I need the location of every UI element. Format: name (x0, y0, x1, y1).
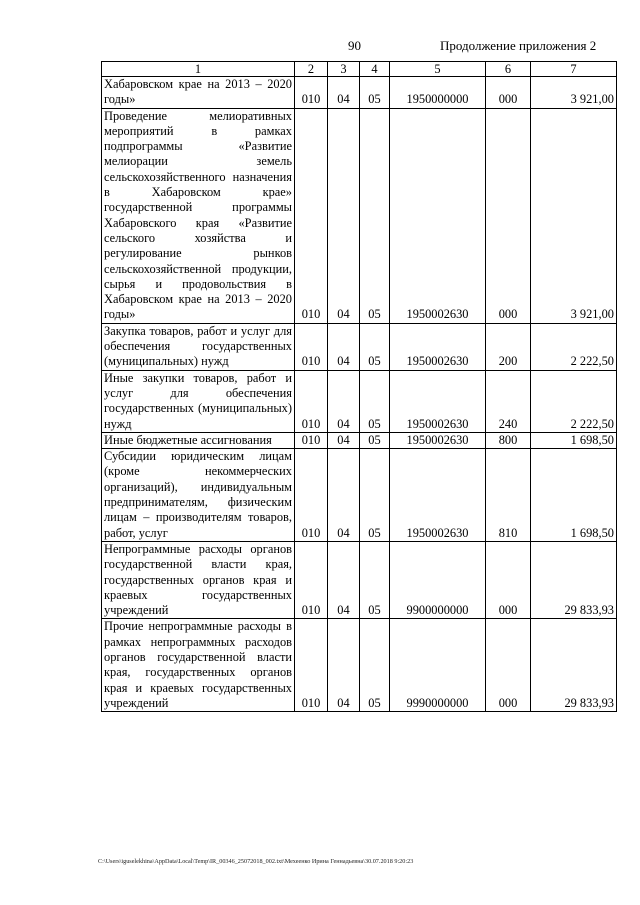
cell-amount: 29 833,93 (531, 541, 617, 618)
cell-section: 04 (328, 108, 360, 323)
row-name: Иные закупки товаров, работ и услуг для обеспечения государственных (муниципальных) нужд (102, 370, 295, 432)
cell-type: 000 (486, 108, 531, 323)
cell-ministry: 010 (295, 323, 328, 370)
cell-type: 810 (486, 449, 531, 542)
header-row (102, 62, 617, 77)
table-row (102, 370, 617, 432)
cell-section: 04 (328, 541, 360, 618)
row-name: Проведение мелиоративных мероприятий в рамках подпрограммы «Развитие мелиорации земель сельскохозяйственного назначения в Хабаровском крае» государственной программы Хабаровского края «Развитие сельского хозяйства и регулирование рынков сельскохозяйственной продукции, сырья и продовольствия в Хабаровском крае на 2013 – 2020 годы» (102, 108, 295, 323)
cell-target: 9990000000 (390, 619, 486, 712)
cell-target: 9900000000 (390, 541, 486, 618)
cell-subsection: 05 (360, 77, 390, 109)
table-row (102, 432, 617, 448)
cell-amount: 29 833,93 (531, 619, 617, 712)
table-row (102, 619, 617, 712)
cell-target: 1950002630 (390, 108, 486, 323)
cell-type: 240 (486, 370, 531, 432)
cell-ministry: 010 (295, 108, 328, 323)
row-name: Непрограммные расходы органов государственной власти края, государственных органов края и краевых государственных учреждений (102, 541, 295, 618)
cell-target: 1950002630 (390, 449, 486, 542)
table-row (102, 323, 617, 370)
cell-ministry: 010 (295, 541, 328, 618)
cell-target: 1950002630 (390, 432, 486, 448)
cell-section: 04 (328, 432, 360, 448)
cell-target: 1950002630 (390, 323, 486, 370)
table-row (102, 449, 617, 542)
cell-amount: 3 921,00 (531, 77, 617, 109)
table-row (102, 541, 617, 618)
cell-subsection: 05 (360, 449, 390, 542)
cell-section: 04 (328, 370, 360, 432)
table-row (102, 108, 617, 323)
cell-type: 200 (486, 323, 531, 370)
cell-type: 800 (486, 432, 531, 448)
cell-section: 04 (328, 77, 360, 109)
cell-subsection: 05 (360, 619, 390, 712)
cell-subsection: 05 (360, 108, 390, 323)
column-header: 7 (531, 62, 617, 77)
cell-ministry: 010 (295, 432, 328, 448)
cell-amount: 2 222,50 (531, 323, 617, 370)
cell-ministry: 010 (295, 619, 328, 712)
cell-type: 000 (486, 77, 531, 109)
cell-type: 000 (486, 541, 531, 618)
row-name: Хабаровском крае на 2013 – 2020 годы» (102, 77, 295, 109)
page-number: 90 (348, 38, 361, 53)
cell-section: 04 (328, 619, 360, 712)
column-header: 5 (390, 62, 486, 77)
column-header: 6 (486, 62, 531, 77)
cell-amount: 1 698,50 (531, 432, 617, 448)
column-header: 3 (328, 62, 360, 77)
cell-section: 04 (328, 449, 360, 542)
cell-subsection: 05 (360, 370, 390, 432)
cell-target: 1950002630 (390, 370, 486, 432)
cell-target: 1950000000 (390, 77, 486, 109)
cell-subsection: 05 (360, 323, 390, 370)
column-header: 2 (295, 62, 328, 77)
cell-amount: 2 222,50 (531, 370, 617, 432)
row-name: Прочие непрограммные расходы в рамках непрограммных расходов органов государственной власти края, государственных органов края и краевых государственных учреждений (102, 619, 295, 712)
cell-amount: 3 921,00 (531, 108, 617, 323)
footer-path: C:\Users\iguselekhina\AppData\Local\Temp\IR_00346_25072018_002.txt\Мехеенко Ирина Геннадьевна\30.07.2018 9:20:23 (98, 858, 414, 865)
cell-ministry: 010 (295, 449, 328, 542)
column-header: 1 (102, 62, 295, 77)
row-name: Закупка товаров, работ и услуг для обеспечения государственных (муниципальных) нужд (102, 323, 295, 370)
row-name: Субсидии юридическим лицам (кроме некоммерческих организаций), индивидуальным предпринимателям, физическим лицам – производителям товаров, работ, услуг (102, 449, 295, 542)
cell-ministry: 010 (295, 370, 328, 432)
continuation-title: Продолжение приложения 2 (440, 38, 597, 53)
row-name: Иные бюджетные ассигнования (102, 432, 295, 448)
cell-ministry: 010 (295, 77, 328, 109)
budget-table (101, 61, 617, 712)
cell-section: 04 (328, 323, 360, 370)
cell-subsection: 05 (360, 432, 390, 448)
table-row (102, 77, 617, 109)
cell-type: 000 (486, 619, 531, 712)
column-header: 4 (360, 62, 390, 77)
cell-amount: 1 698,50 (531, 449, 617, 542)
cell-subsection: 05 (360, 541, 390, 618)
